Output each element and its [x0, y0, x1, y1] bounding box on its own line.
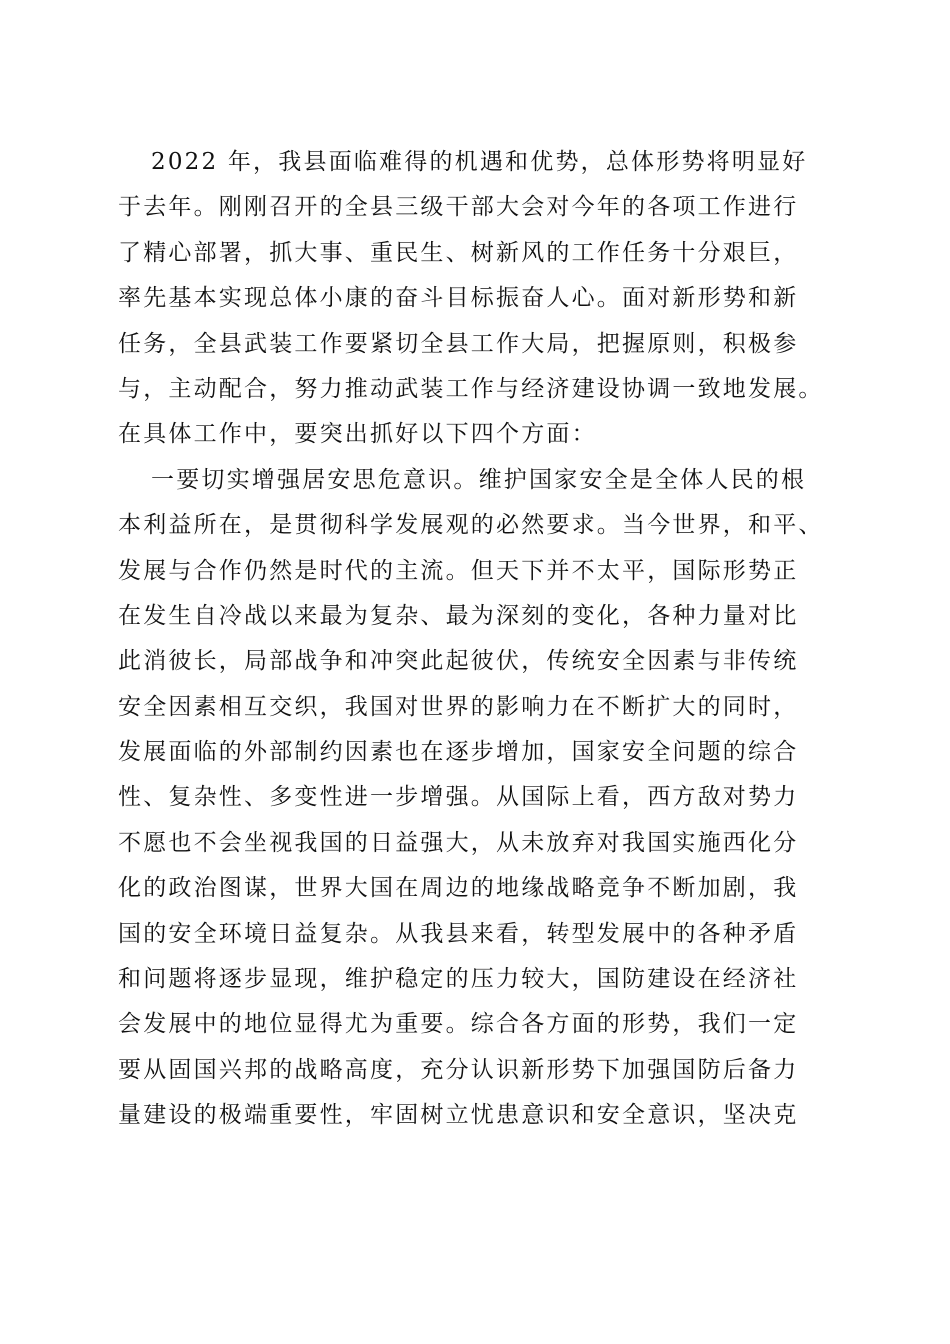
text-line: 发展与合作仍然是时代的主流。但天下并不太平，国际形势正 — [118, 557, 799, 584]
paragraph-1 — [118, 140, 848, 458]
text-line: 在发生自冷战以来最为复杂、最为深刻的变化，各种力量对比 — [118, 602, 799, 629]
text-line: 一要切实增强居安思危意识。维护国家安全是全体人民的根 — [151, 466, 807, 493]
text-line: 不愿也不会坐视我国的日益强大，从未放弃对我国实施西化分 — [118, 829, 799, 856]
text-line: 此消彼长，局部战争和冲突此起彼伏，传统安全因素与非传统 — [118, 648, 799, 675]
text-line: 要从固国兴邦的战略高度，充分认识新形势下加强国防后备力 — [118, 1056, 799, 1083]
text-line: 会发展中的地位显得尤为重要。综合各方面的形势，我们一定 — [118, 1011, 799, 1038]
text-line: 性、复杂性、多变性进一步增强。从国际上看，西方敌对势力 — [118, 784, 799, 811]
text-line: 在具体工作中，要突出抓好以下四个方面： — [118, 421, 597, 448]
text-line: 发展面临的外部制约因素也在逐步增加，国家安全问题的综合 — [118, 739, 799, 766]
text-line: 与，主动配合，努力推动武装工作与经济建设协调一致地发展。 — [118, 375, 824, 402]
text-line: 国的安全环境日益复杂。从我县来看，转型发展中的各种矛盾 — [118, 920, 799, 947]
text-line: 了精心部署，抓大事、重民生、树新风的工作任务十分艰巨， — [118, 239, 799, 266]
text-line: 任务，全县武装工作要紧切全县工作大局，把握原则，积极参 — [118, 330, 799, 357]
text-line: 安全因素相互交织，我国对世界的影响力在不断扩大的同时， — [118, 693, 799, 720]
text-line: 2022 年，我县面临难得的机遇和优势，总体形势将明显好 — [151, 149, 808, 175]
text-line: 和问题将逐步显现，维护稳定的压力较大，国防建设在经济社 — [118, 966, 799, 993]
text-line: 率先基本实现总体小康的奋斗目标振奋人心。面对新形势和新 — [118, 285, 799, 312]
text-line: 化的政治图谋，世界大国在周边的地缘战略竞争不断加剧，我 — [118, 875, 799, 902]
text-line: 量建设的极端重要性，牢固树立忧患意识和安全意识，坚决克 — [118, 1102, 799, 1129]
text-line: 本利益所在，是贯彻科学发展观的必然要求。当今世界，和平、 — [118, 512, 824, 539]
body-text — [118, 140, 848, 1139]
paragraph-2 — [118, 458, 848, 1139]
text-line: 于去年。刚刚召开的全县三级干部大会对今年的各项工作进行 — [118, 194, 799, 221]
